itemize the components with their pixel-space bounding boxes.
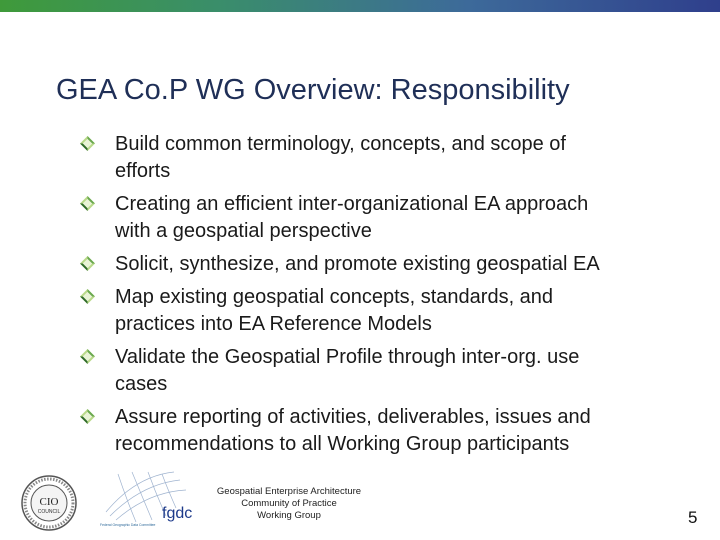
fgdc-logo-text: fgdc xyxy=(162,505,193,522)
cio-logo-text: CIO xyxy=(39,496,59,508)
diamond-bullet-icon xyxy=(80,349,95,364)
diamond-bullet-icon xyxy=(80,196,95,211)
bullet-line: recommendations to all Working Group participants xyxy=(115,433,570,455)
caption-line: Community of Practice xyxy=(241,498,337,509)
diamond-bullet-icon xyxy=(80,289,95,304)
bullet-line: Validate the Geospatial Profile through inter-org. use xyxy=(115,346,580,368)
bullet-line: Build common terminology, concepts, and scope of xyxy=(115,133,566,155)
bullet-line: Creating an efficient inter-organizational EA approach xyxy=(115,193,589,215)
bullet-line: practices into EA Reference Models xyxy=(115,313,432,335)
bullet-line: cases xyxy=(115,373,168,395)
bullet-item xyxy=(78,251,698,278)
cio-council-logo xyxy=(20,474,78,532)
diamond-bullet-icon xyxy=(80,256,95,271)
bullet-line: Assure reporting of activities, deliverables, issues and xyxy=(115,406,591,428)
diamond-bullet-icon xyxy=(80,136,95,151)
caption-line: Geospatial Enterprise Architecture xyxy=(216,486,362,497)
caption-line: Working Group xyxy=(257,510,321,521)
slide-title: GEA Co.P WG Overview: Responsibility xyxy=(56,74,570,106)
diamond-bullet-icon xyxy=(80,409,95,424)
bullet-item xyxy=(78,284,698,338)
cio-logo-subtext: COUNCIL xyxy=(37,509,61,515)
bullet-line: with a geospatial perspective xyxy=(115,220,372,242)
top-gradient-bar xyxy=(0,0,720,12)
bullet-line: Solicit, synthesize, and promote existing geospatial EA xyxy=(115,253,600,275)
fgdc-logo xyxy=(96,468,206,528)
bullet-item xyxy=(78,404,698,458)
fgdc-tagline: Federal Geographic Data Committee xyxy=(100,523,156,527)
footer-caption xyxy=(210,486,368,522)
bullet-line: efforts xyxy=(115,160,171,182)
page-number: 5 xyxy=(688,508,698,527)
bullet-line: Map existing geospatial concepts, standards, and xyxy=(115,286,554,308)
bullet-item xyxy=(78,344,698,398)
bullet-list xyxy=(78,131,698,464)
bullet-item xyxy=(78,191,698,245)
bullet-item xyxy=(78,131,698,185)
